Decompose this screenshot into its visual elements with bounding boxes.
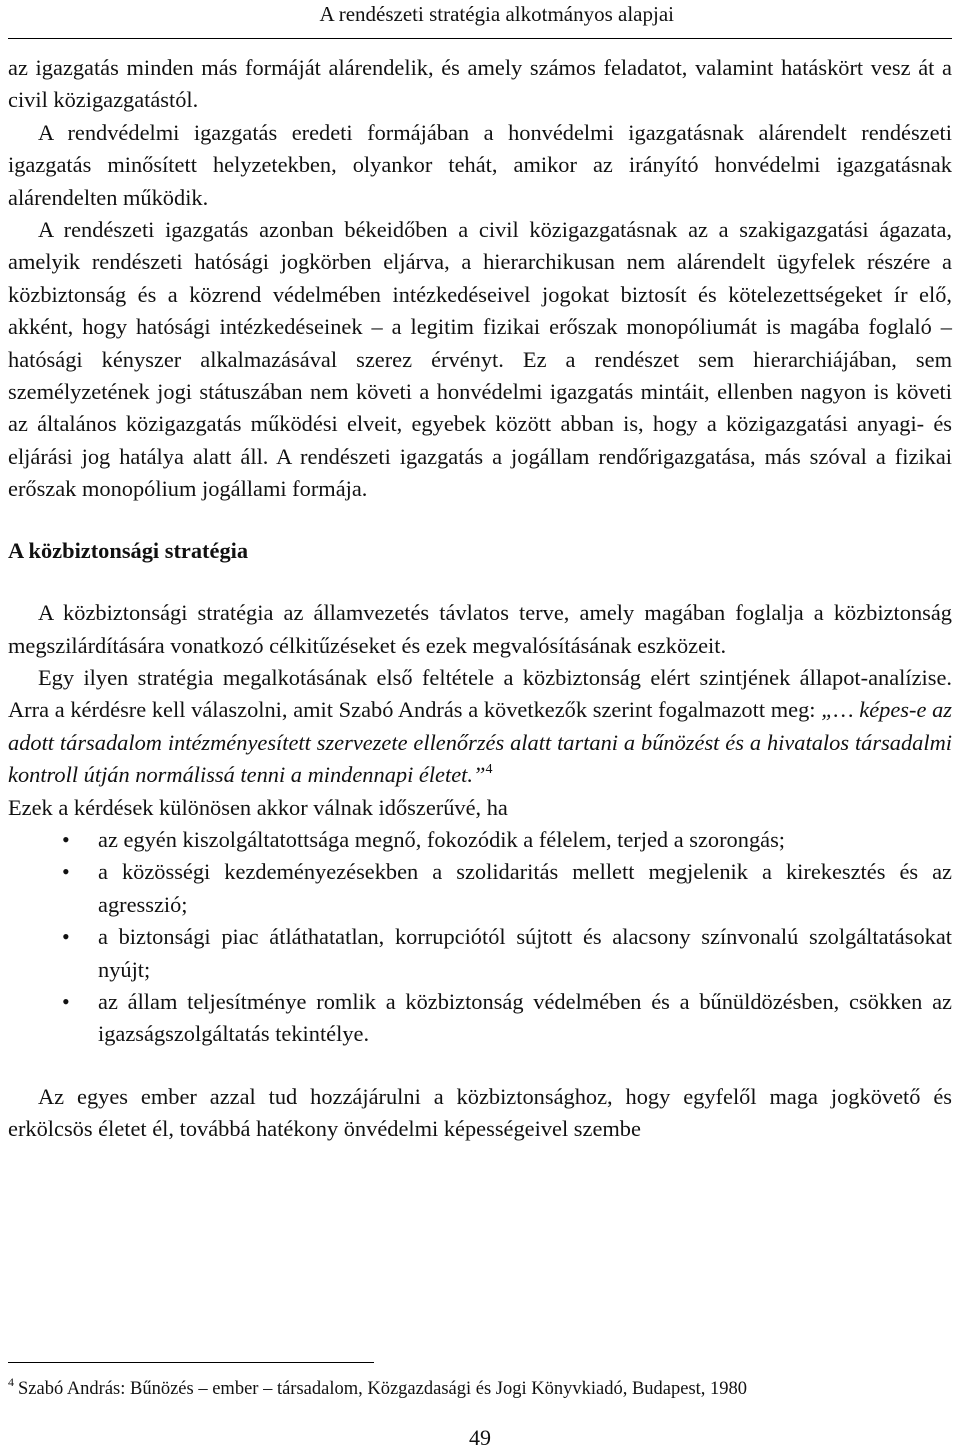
quoted-text: „… képes-e az adott társadalom intézményesített szervezete ellenőrzés alatt tartani a bűnözést és a hivatalos társadalmi kontroll útján normálissá tenni a mindennapi életet.” [8,697,952,788]
list-item-text: a biztonsági piac átláthatatlan, korrupciótól sújtott és alacsony színvonalú szolgáltatásokat nyújt; [98,924,952,982]
paragraph-strategia-definicio: A közbiztonsági stratégia az államvezetés távlatos terve, amely magában foglalja a közbiztonság megszilárdítására vonatkozó célkitűzéseket és ezek megvalósításának eszközeit. [8,600,952,658]
list-item [8,986,952,1051]
page-number: 49 [469,1425,491,1450]
list-item-text: az állam teljesítménye romlik a közbiztonság védelmében és a bűnüldözésben, csökken az igazságszolgáltatás tekintélye. [98,988,952,1047]
paragraph-allapot-analizis [8,662,952,792]
page-body [8,52,952,1146]
paragraph-continuation: az igazgatás minden más formáját alárendelik, és amely számos feladatot, valamint hatáskört vesz át a civil közigazgatástól. [8,55,952,113]
bullet-icon: • [62,826,70,852]
bullet-list [8,824,952,1051]
footnote-reference: 4 [485,762,493,778]
list-item [8,856,952,921]
footnote-divider [8,1362,374,1363]
bullet-icon: • [62,924,70,950]
list-item-text: a közösségi kezdeményezésekben a szolidaritás mellett megjelenik a kirekesztés és az agresszió; [98,859,952,917]
footnote-number: 4 [8,1375,14,1389]
list-item [8,824,952,856]
section-heading: A közbiztonsági stratégia [8,537,249,563]
paragraph-rendeszeti-igazgatas: A rendészeti igazgatás azonban békeidőben a civil közigazgatásnak az a szakigazgatási ágazata, amelyik rendészeti hatósági jogkörben eljárva, a hierarchikusan nem alárendelt ügyfelek részére a közbiztonság és a közrend védelmében intézkedéseivel jogokat biztosít és kötelezettségeket ír elő, akként, hogy hatósági intézkedéseinek – a legitim fizikai erőszak monopóliumát is magába foglaló – hatósági kényszer alkalmazásával szerez érvényt. Ez a rendészet sem hierarchiájában, sem személyzetének jogi státuszában nem követi a honvédelmi igazgatás mintáit, ellenben nagyon is követi az általános közigazgatás működési elveit, egyebek között abban is, hogy a közigazgatási anyagi- és eljárási jog hatálya alatt áll. A rendészeti igazgatás a jogállam rendőrigazgatása, más szóval a fizikai erőszak monopólium jogállami formája. [8,217,952,502]
paragraph-rendvedelmi: A rendvédelmi igazgatás eredeti formájában a honvédelmi igazgatásnak alárendelt rendészeti igazgatás minősített helyzetekben, olyankor tehát, amikor az irányító honvédelmi igazgatásnak alárendelten működik. [8,119,952,210]
footnote-text: Szabó András: Bűnözés – ember – társadalom, Közgazdasági és Jogi Könyvkiadó, Budapest, 1980 [18,1379,748,1399]
paragraph-bullet-intro: Ezek a kérdések különösen akkor válnak időszerűvé, ha [8,794,508,820]
bullet-icon: • [62,859,70,885]
header-divider [8,38,952,39]
paragraph-egyes-ember: Az egyes ember azzal tud hozzájárulni a közbiztonsághoz, hogy egyfelől maga jogkövető és erkölcsös életet él, továbbá hatékony önvédelmi képességeivel szembe [8,1083,952,1142]
footnote [8,1376,952,1402]
paragraph-lead-text: Egy ilyen stratégia megalkotásának első feltétele a közbiztonság elért szintjének állapot-analízise. Arra a kérdésre kell válaszolni, amit Szabó András a következők szerint fogalmazott meg: [8,664,952,723]
list-item [8,921,952,986]
list-item-text: az egyén kiszolgáltatottsága megnő, fokozódik a félelem, terjed a szorongás; [98,826,786,852]
running-header: A rendészeti stratégia alkotmányos alapjai [319,2,674,26]
bullet-icon: • [62,988,70,1014]
